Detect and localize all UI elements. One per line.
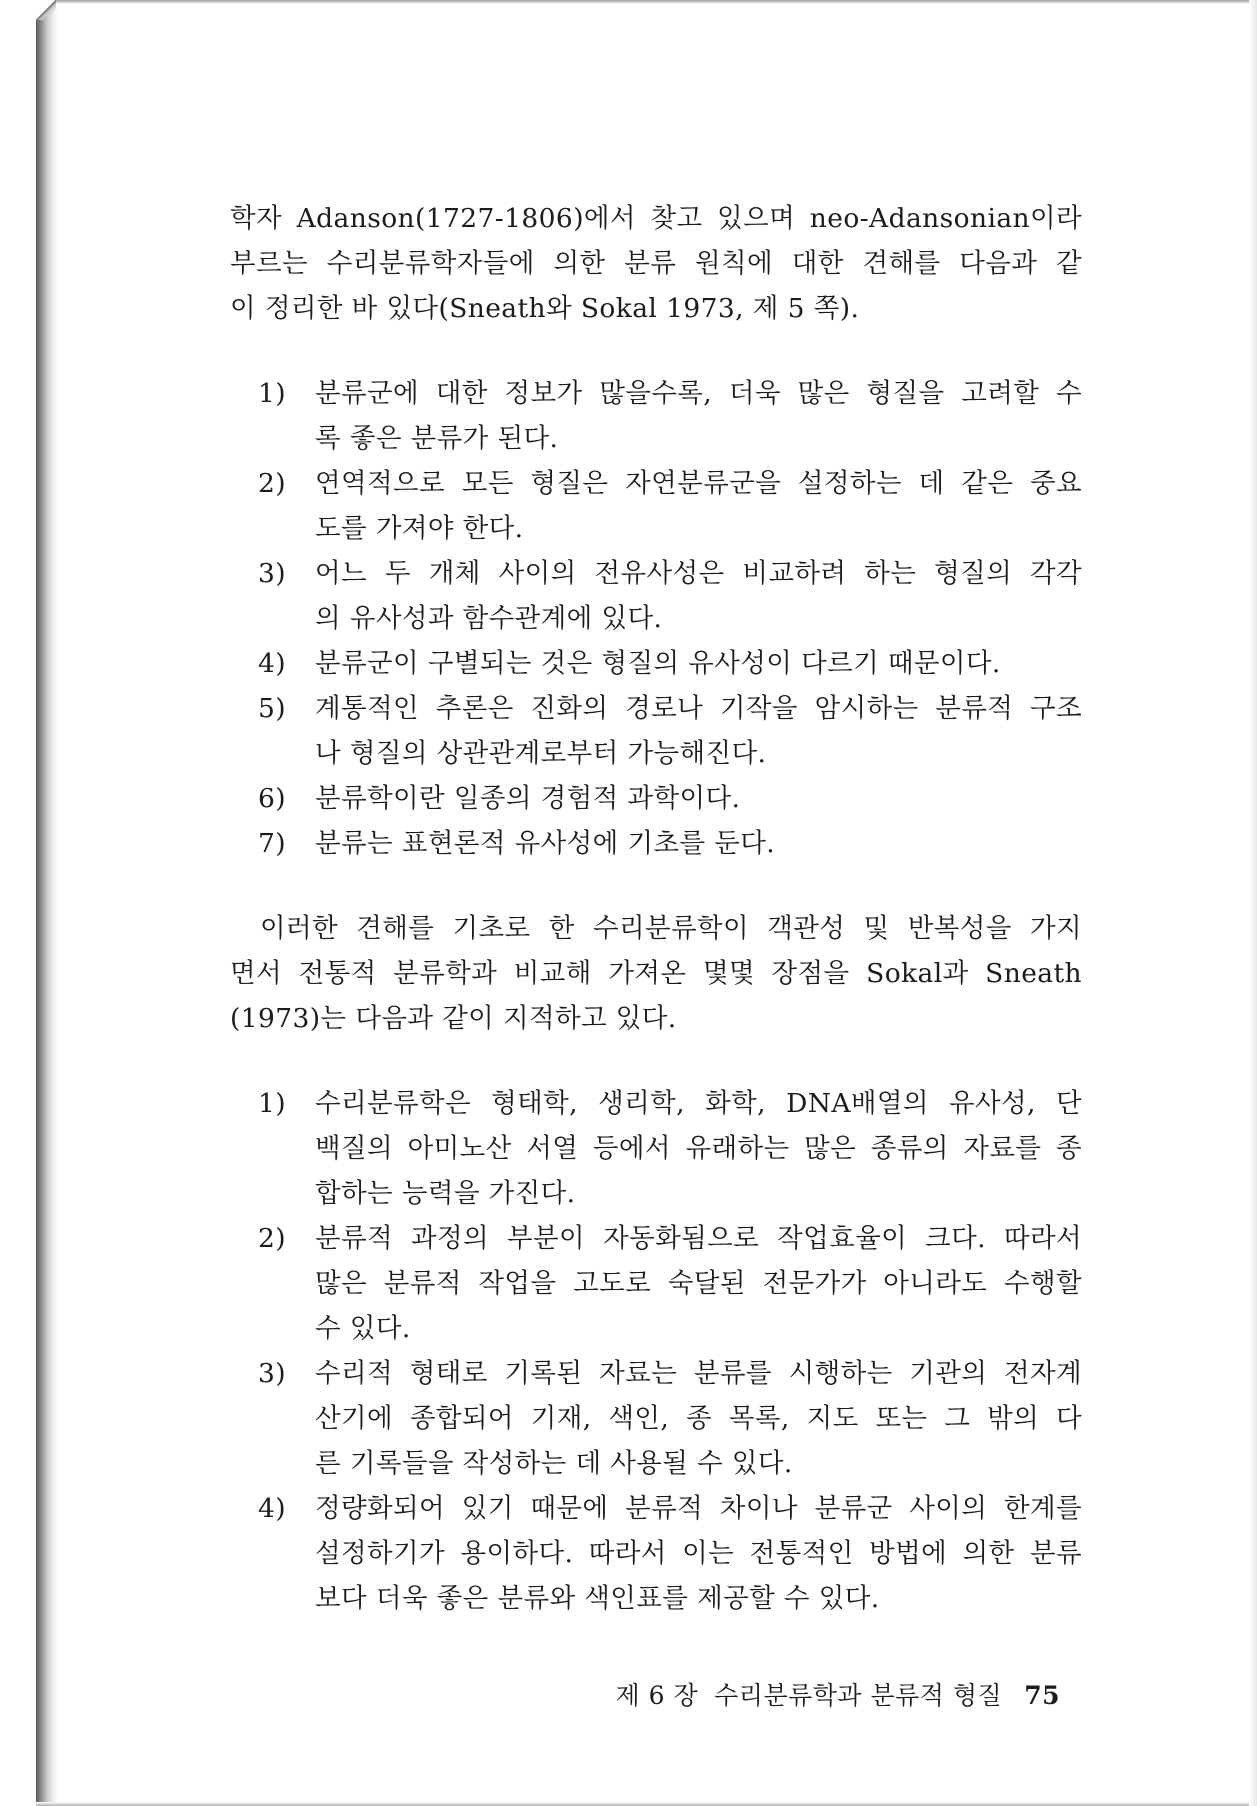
list-item (258, 371, 1082, 461)
list-item (258, 641, 1082, 686)
item-line: 수리분류학은 형태학, 생리학, 화학, DNA배열의 유사성, 단 (315, 1088, 1082, 1119)
item-line: 수리적 형태로 기록된 자료는 분류를 시행하는 기관의 전자계 (315, 1358, 1082, 1389)
list-item (258, 821, 1082, 866)
page-number: 75 (1024, 1681, 1060, 1710)
middle-line: (1973)는 다음과 같이 지적하고 있다. (230, 1003, 677, 1034)
footer-title: 수리분류학과 분류적 형질 (714, 1681, 1003, 1710)
item-line: 분류는 표현론적 유사성에 기초를 둔다. (315, 828, 776, 859)
item-number: 4) (258, 648, 286, 679)
item-number: 4) (258, 1493, 286, 1524)
middle-line: 면서 전통적 분류학과 비교해 가져온 몇몇 장점을 Sokal과 Sneath (230, 958, 1082, 989)
list-item (258, 1351, 1082, 1486)
item-line: 록 좋은 분류가 된다. (315, 423, 559, 454)
item-line: 계통적인 추론은 진화의 경로나 기작을 암시하는 분류적 구조 (315, 693, 1082, 724)
item-number: 2) (258, 468, 286, 499)
item-line: 연역적으로 모든 형질은 자연분류군을 설정하는 데 같은 중요 (315, 468, 1082, 499)
advantages-list (230, 1081, 1082, 1621)
page-bottom-edge (36, 1802, 1257, 1806)
list-item (258, 551, 1082, 641)
item-line: 수 있다. (315, 1313, 411, 1344)
item-line: 분류학이란 일종의 경험적 과학이다. (315, 783, 741, 814)
item-line: 정량화되어 있기 때문에 분류적 차이나 분류군 사이의 한계를 (315, 1493, 1082, 1524)
middle-paragraph (230, 906, 1082, 1041)
item-line: 백질의 아미노산 서열 등에서 유래하는 많은 종류의 자료를 종 (315, 1133, 1082, 1164)
intro-line: 부르는 수리분류학자들에 의한 분류 원칙에 대한 견해를 다음과 같 (230, 248, 1082, 279)
list-item (258, 461, 1082, 551)
item-number: 5) (258, 693, 286, 724)
middle-line: 이러한 견해를 기초로 한 수리분류학이 객관성 및 반복성을 가지 (260, 913, 1082, 944)
item-number: 6) (258, 783, 286, 814)
page-spine-shadow (36, 0, 58, 1806)
item-number: 2) (258, 1223, 286, 1254)
item-line: 분류적 과정의 부분이 자동화됨으로 작업효율이 크다. 따라서 (315, 1223, 1082, 1254)
item-line: 보다 더욱 좋은 분류와 색인표를 제공할 수 있다. (315, 1583, 880, 1614)
item-number: 1) (258, 1088, 286, 1119)
list-item (258, 1216, 1082, 1351)
intro-line: 이 정리한 바 있다(Sneath와 Sokal 1973, 제 5 쪽). (230, 293, 860, 324)
item-line: 른 기록들을 작성하는 데 사용될 수 있다. (315, 1448, 793, 1479)
list-item (258, 686, 1082, 776)
page-right-edge (1249, 0, 1257, 1806)
intro-paragraph (230, 196, 1082, 331)
intro-line: 학자 Adanson(1727-1806)에서 찾고 있으며 neo-Adansonian이라 (230, 203, 1082, 234)
list-item (258, 1486, 1082, 1621)
item-line: 어느 두 개체 사이의 전유사성은 비교하려 하는 형질의 각각 (315, 558, 1082, 589)
page-fold-corner (36, 0, 56, 20)
item-line: 산기에 종합되어 기재, 색인, 종 목록, 지도 또는 그 밖의 다 (315, 1403, 1082, 1434)
item-line: 분류군에 대한 정보가 많을수록, 더욱 많은 형질을 고려할 수 (315, 378, 1082, 409)
item-number: 3) (258, 1358, 286, 1389)
item-line: 의 유사성과 함수관계에 있다. (315, 603, 663, 634)
item-line: 도를 가져야 한다. (315, 513, 524, 544)
item-number: 1) (258, 378, 286, 409)
running-footer (600, 1676, 1060, 1712)
principles-list (230, 371, 1082, 866)
footer-chapter: 제 6 장 (615, 1681, 699, 1710)
item-line: 많은 분류적 작업을 고도로 숙달된 전문가가 아니라도 수행할 (315, 1268, 1082, 1299)
item-number: 7) (258, 828, 286, 859)
item-number: 3) (258, 558, 286, 589)
list-item (258, 776, 1082, 821)
page-body (230, 196, 1082, 1621)
page-top-edge (36, 0, 1257, 4)
item-line: 합하는 능력을 가진다. (315, 1178, 576, 1209)
item-line: 설정하기가 용이하다. 따라서 이는 전통적인 방법에 의한 분류 (315, 1538, 1082, 1569)
list-item (258, 1081, 1082, 1216)
item-line: 분류군이 구별되는 것은 형질의 유사성이 다르기 때문이다. (315, 648, 1001, 679)
item-line: 나 형질의 상관관계로부터 가능해진다. (315, 738, 767, 769)
